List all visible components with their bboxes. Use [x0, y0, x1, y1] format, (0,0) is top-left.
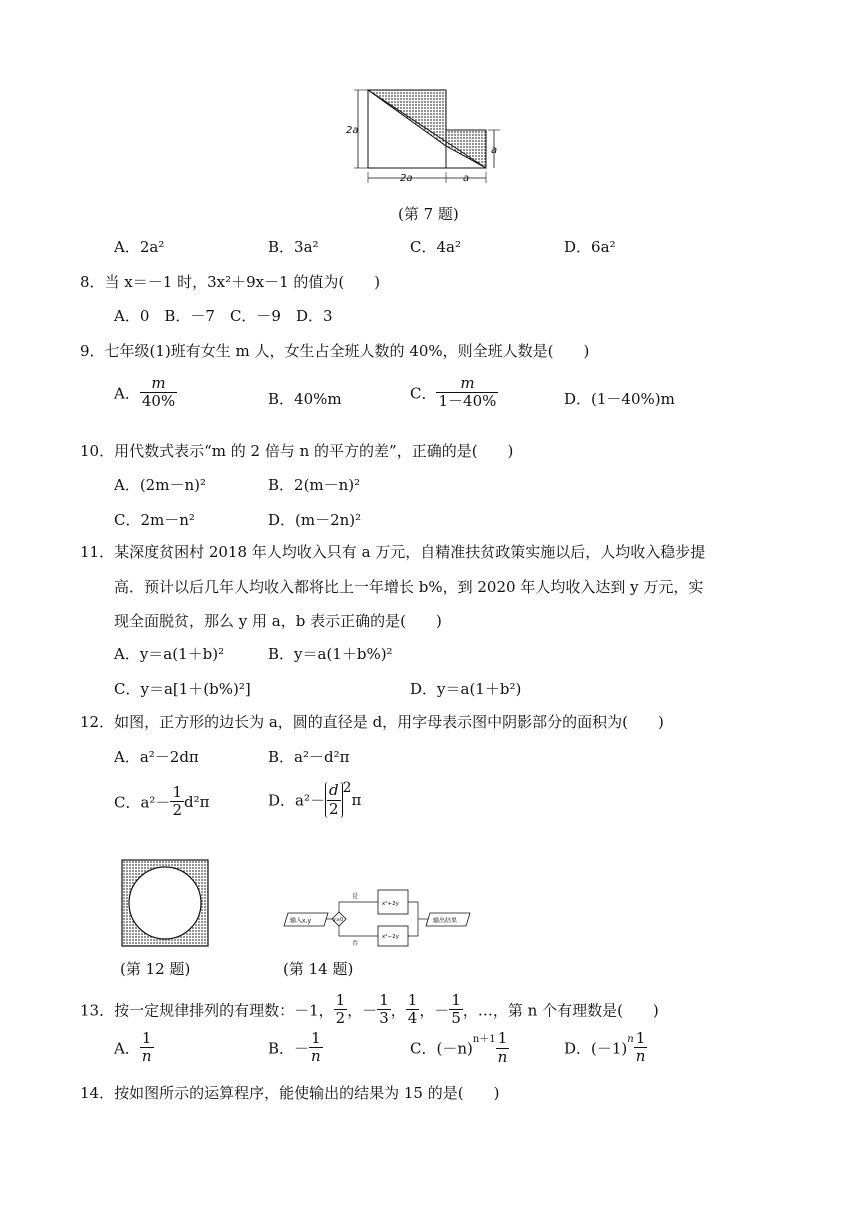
q11-stem-line3: 现全面脱贫，那么 y 用 a，b 表示正确的是( ) [114, 612, 442, 630]
q9-c-numerator: m [436, 375, 498, 393]
q10-option-c: C．2m－n² [114, 511, 195, 529]
q13-stem: 13．按一定规律排列的有理数：－1， $\frac{1}{2}$ ，－ $\frac{1}{3}$ ， $\frac{1}{4}$ ，－ $\frac{1}{5}$ ，…，第 n 个有理数是( ) [80, 991, 659, 1028]
q12-option-b: B．a²－d²π [268, 748, 350, 766]
q9-c-denominator: 1－40% [438, 392, 497, 411]
q13-a-num: 1 [140, 1030, 154, 1048]
q13-fraction-3-den: 4 [407, 1009, 418, 1028]
q13-fraction-2-den: 3 [379, 1009, 389, 1028]
q13-c-exponent: n＋1 [472, 1034, 496, 1045]
q13-b-den: n [311, 1047, 321, 1066]
q12-option-a: A．a²－2dπ [114, 748, 199, 766]
q12-c-numerator: 1 [172, 783, 182, 801]
q13-d-num: 1 [634, 1030, 648, 1048]
q7-option-c: C．4a² [410, 238, 461, 256]
q12-stem: 12．如图，正方形的边长为 a，圆的直径是 d，用字母表示图中阴影部分的面积为( ) [80, 713, 664, 731]
q13-option-a: A． $\frac{1}{n}$ [114, 1029, 152, 1066]
q13-option-b: B．－ $\frac{1}{n}$ [268, 1029, 321, 1066]
q13-fraction-1-den: 2 [335, 1009, 346, 1028]
q13-option-d: D．$(-1)^n$ $\frac{1}{n}$ [564, 1029, 646, 1066]
figure-7-diagram [340, 86, 510, 186]
fig14-bottom-box-label: x²−2y [382, 934, 399, 940]
q13-b-num: 1 [309, 1030, 323, 1048]
q11-option-b: B．y＝a(1＋b%)² [268, 645, 393, 663]
q12-c-denominator: 2 [172, 801, 182, 820]
fig14-no-label: 否 [352, 940, 359, 947]
q11-option-d: D．y＝a(1＋b²) [410, 680, 522, 698]
q10-option-d: D．(m－2n)² [268, 511, 362, 529]
q13-fraction-4-den: 5 [451, 1009, 461, 1028]
q7-option-a: A．2a² [114, 238, 165, 256]
q13-fraction-1-num: 1 [335, 991, 346, 1009]
fig7-shaded-top [368, 90, 446, 146]
q9-option-c: C． $\frac{m}{1-40\%}$ [410, 374, 497, 411]
q13-c-num: 1 [496, 1030, 510, 1048]
q9-a-denominator: 40% [141, 392, 176, 411]
q12-option-c: C．a²－ $\frac{1}{2}$ d²π [114, 783, 210, 820]
q11-stem-line2: 高．预计以后几年人均收入都将比上一年增长 b%，到 2020 年人均收入达到 y 万元，实 [114, 578, 704, 596]
q12-option-d: D．a²－ $\frac{d}{2}$ 2π [268, 780, 362, 818]
q9-stem: 9．七年级(1)班有女生 m 人，女生占全班人数的 40%，则全班人数是( ) [80, 342, 590, 360]
q12-d-numerator: d [328, 781, 339, 800]
figure-7-caption: (第 7 题) [398, 205, 459, 223]
q7-option-d: D．6a² [564, 238, 616, 256]
q13-fraction-2-num: 1 [379, 991, 389, 1009]
fig12-circle [129, 867, 201, 939]
figure-12-caption: (第 12 题) [120, 960, 191, 978]
q13-c-den: n [497, 1047, 508, 1066]
q11-option-a: A．y＝a(1＋b)² [114, 645, 225, 663]
figure-12-diagram [120, 858, 212, 950]
q9-a-numerator: m [140, 375, 177, 393]
q8-options: A．0 B．－7 C．－9 D．3 [114, 307, 333, 325]
q10-option-a: A．(2m－n)² [114, 476, 206, 494]
q9-option-a: A． $\frac{m}{40\%}$ [114, 374, 176, 411]
fig14-input-label: 输入x,y [290, 917, 312, 925]
q9-option-b: B．40%m [268, 390, 342, 408]
fig14-yes-label: 是 [352, 893, 359, 900]
q12-d-denominator: 2 [329, 799, 339, 818]
q11-stem-line1: 11．某深度贫困村 2018 年人均收入只有 a 万元，自精准扶贫政策实施以后，人均收入稳步提 [80, 543, 706, 561]
q13-d-exponent: n [627, 1033, 634, 1045]
q11-option-c: C．y＝a[1＋(b%)²] [114, 680, 251, 698]
q10-stem: 10．用代数式表示“m 的 2 倍与 n 的平方的差”，正确的是( ) [80, 442, 514, 460]
q13-d-den: n [635, 1047, 646, 1066]
fig14-condition-label: y≥0 [333, 917, 344, 923]
q8-stem: 8．当 x＝－1 时，3x²＋9x－1 的值为( ) [80, 273, 381, 291]
q12-d-exponent: 2 [342, 780, 352, 796]
fig7-shaded-right [446, 130, 486, 168]
q13-a-den: n [141, 1047, 152, 1066]
fig7-label-a-bottom: a [463, 173, 470, 184]
q13-option-c: C．$(-n)^{n+1}$ $\frac{1}{n}$ [410, 1029, 508, 1066]
q13-fraction-4-num: 1 [451, 991, 461, 1009]
q14-stem: 14．按如图所示的运算程序，能使输出的结果为 15 的是( ) [80, 1084, 500, 1102]
fig7-label-a-right: a [491, 145, 498, 156]
fig7-label-2a-left: 2a [346, 125, 359, 136]
q13-fraction-3-num: 1 [407, 991, 418, 1009]
figure-14-caption: (第 14 题) [283, 960, 354, 978]
figure-14-flowchart [282, 886, 480, 948]
q9-option-d: D．(1－40%)m [564, 390, 675, 408]
q10-option-b: B．2(m－n)² [268, 476, 361, 494]
fig14-top-box-label: x²+2y [382, 901, 399, 907]
fig7-label-2a-bottom: 2a [400, 173, 413, 184]
q7-option-b: B．3a² [268, 238, 319, 256]
fig14-output-label: 输出结果 [433, 917, 458, 925]
